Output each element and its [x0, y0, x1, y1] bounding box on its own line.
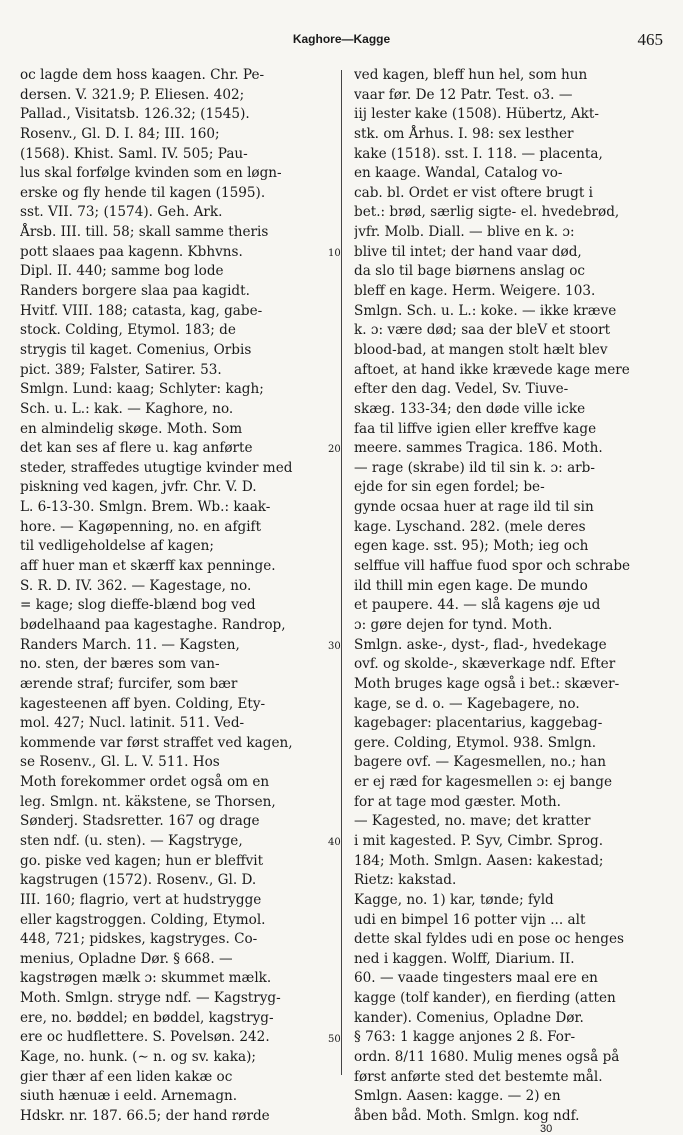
text-line: kagebager: placentarius, kaggebag- [354, 715, 603, 732]
text-line: — rage (skrabe) ild til sin k. ɔ: arb- [354, 459, 595, 476]
text-line: kage. Lyschand. 282. (mele deres [354, 518, 586, 535]
text-line: Randers borgere slaa paa kagidt. [20, 283, 250, 300]
text-line: Moth bruges kage også i bet.: skæver- [354, 675, 620, 692]
text-line: Kage, no. hunk. (∼ n. og sv. kaka); [20, 1049, 257, 1066]
text-line: stock. Colding, Etymol. 183; de [20, 322, 236, 339]
text-line: ovf. og skolde-, skæverkage ndf. Efter [354, 656, 616, 673]
text-line: pict. 389; Falster, Satirer. 53. [20, 361, 222, 378]
text-line: hore. — Kagøpenning, no. en afgift [20, 518, 262, 535]
text-line: Sch. u. L.: kak. — Kaghore, no. [20, 400, 234, 417]
text-line: egen kage. sst. 95); Moth; ieg och [354, 538, 589, 555]
text-line: S. R. D. IV. 362. — Kagestage, no. [20, 577, 252, 594]
text-line: gere. Colding, Etymol. 938. Smlgn. [354, 734, 597, 751]
line-number: 30 [328, 640, 341, 652]
text-line: 448, 721; pidskes, kagstryges. Co- [20, 931, 258, 948]
text-line: ild thill min egen kage. De mundo [354, 577, 588, 594]
text-line: Smlgn. aske-, dyst-, flad-, hvedekage [354, 636, 607, 653]
text-line: efter den dag. Vedel, Sv. Tiuve- [354, 381, 569, 398]
line-number: 10 [328, 247, 341, 259]
text-line: aff huer man et skærff kax penninge. [20, 558, 276, 575]
text-line: først anførte sted det bestemte mål. [354, 1068, 603, 1085]
text-line: pott slaaes paa kagenn. Kbhvns. [20, 243, 243, 260]
text-line: kagstrugen (1572). Rosenv., Gl. D. [20, 872, 257, 889]
text-line: ɔ: gøre dejen for tynd. Moth. [354, 616, 553, 633]
text-line: en kaage. Wandal, Catalog vo- [354, 165, 563, 182]
text-line: Sønderj. Stadsretter. 167 og drage [20, 813, 260, 830]
text-line: det kan ses af flere u. kag anførte [20, 440, 253, 457]
text-line: kage, se d. o. — Kagebagere, no. [354, 695, 580, 712]
right-column [354, 66, 669, 1127]
text-line: kake (1518). sst. I. 118. — placenta, [354, 145, 603, 162]
text-line: se Rosenv., Gl. L. V. 511. Hos [20, 754, 220, 771]
text-line: aftoet, at hand ikke krævede kage mere [354, 361, 630, 378]
text-line: dette skal fyldes udi en pose oc henges [354, 931, 624, 948]
text-line: mol. 427; Nucl. latinit. 511. Ved- [20, 715, 245, 732]
text-line: bødelhaand paa kagestaghe. Randrop, [20, 616, 286, 633]
text-line: skæg. 133-34; den døde ville icke [354, 400, 586, 417]
line-number: 50 [328, 1033, 341, 1045]
text-line: ejde for sin egen fordel; be- [354, 479, 545, 496]
text-line: til vedligeholdelse af kagen; [20, 538, 214, 555]
text-line: Hdskr. nr. 187. 66.5; der hand rørde [20, 1107, 270, 1124]
text-line: kommende var først straffet ved kagen, [20, 734, 293, 751]
text-line: sst. VII. 73; (1574). Geh. Ark. [20, 204, 223, 221]
text-line: erske og fly hende til kagen (1595). [20, 184, 266, 201]
text-line: strygis til kaget. Comenius, Orbis [20, 341, 252, 358]
text-line: da slo til bage biørnens anslag oc [354, 263, 586, 280]
text-line: — Kagested, no. mave; det kratter [354, 813, 591, 830]
text-line: kagstrøgen mælk ɔ: skummet mælk. [20, 970, 272, 987]
text-line: udi en bimpel 16 potter vijn ... alt [354, 911, 586, 928]
text-line: ned i kaggen. Wolff, Diarium. II. [354, 950, 575, 967]
text-line: for at tage mod gæster. Moth. [354, 793, 561, 810]
text-line: k. ɔ: være død; saa der bleV et stoort [354, 322, 611, 339]
text-line: selffue vill haffue fuod spor och schrabe [354, 558, 631, 575]
text-line: go. piske ved kagen; hun er bleffvit [20, 852, 264, 869]
text-line: Pallad., Visitatsb. 126.32; (1545). [20, 106, 250, 123]
text-line: kander). Comenius, Opladne Dør. [354, 1009, 584, 1026]
text-line: 60. — vaade tingesters maal ere en [354, 970, 598, 987]
text-line: bet.: brød, særlig sigte- el. hvedebrød, [354, 204, 620, 221]
text-line: ere oc hudflettere. S. Povelsøn. 242. [20, 1029, 270, 1046]
text-line: i mit kagested. P. Syv, Cimbr. Sprog. [354, 832, 604, 849]
text-line: lus skal forfølge kvinden som en løgn- [20, 165, 282, 182]
text-line: åben båd. Moth. Smlgn. kog ndf. [354, 1107, 580, 1124]
text-line: menius, Opladne Dør. § 668. — [20, 950, 233, 967]
text-line: (1568). Khist. Saml. IV. 505; Pau- [20, 145, 248, 162]
text-line: Rosenv., Gl. D. I. 84; III. 160; [20, 125, 220, 142]
text-line: siuth hænuæ i eeld. Arnemagn. [20, 1088, 238, 1105]
left-column [20, 66, 329, 1127]
text-line: sten ndf. (u. sten). — Kagstryge, [20, 832, 243, 849]
text-line: III. 160; flagrio, vert at hudstrygge [20, 891, 262, 908]
text-line: bagere ovf. — Kagesmellen, no.; han [354, 754, 606, 771]
text-line: ved kagen, bleff hun hel, som hun [354, 67, 588, 83]
text-line: piskning ved kagen, jvfr. Chr. V. D. [20, 479, 257, 496]
text-line: = kage; slog dieffe-blænd bog ved [20, 597, 256, 614]
text-line: er ej ræd for kagesmellen ɔ: ej bange [354, 774, 612, 791]
text-line: bleff en kage. Herm. Weigere. 103. [354, 283, 596, 300]
text-line: Moth. Smlgn. stryge ndf. — Kagstryg- [20, 990, 281, 1007]
text-line: ere, no. bøddel; en bøddel, kagstryg- [20, 1009, 274, 1026]
text-line: kagge (tolf kander), en fierding (atten [354, 990, 616, 1007]
page-header [0, 30, 683, 54]
text-line: § 763: 1 kagge anjones 2 ß. For- [354, 1029, 576, 1046]
text-line: Dipl. II. 440; samme bog lode [20, 263, 224, 280]
text-line: Smlgn. Aasen: kagge. — 2) en [354, 1088, 561, 1105]
text-line: faa til liffve igien eller kreffve kage [354, 420, 597, 437]
column-divider [341, 70, 342, 1075]
text-line: dersen. V. 321.9; P. Eliesen. 402; [20, 86, 245, 103]
running-head: Kaghore—Kagge [292, 32, 391, 46]
text-line: Moth forekommer ordet også om en [20, 774, 270, 791]
text-line: Smlgn. Lund: kaag; Schlyter: kagh; [20, 381, 264, 398]
text-line: gier thær af een liden kakæ oc [20, 1068, 233, 1085]
text-line: cab. bl. Ordet er vist oftere brugt i [354, 184, 593, 201]
text-line: Kagge, no. 1) kar, tønde; fyld [354, 891, 554, 908]
text-line: leg. Smlgn. nt. käkstene, se Thorsen, [20, 793, 276, 810]
text-line: oc lagde dem hoss kaagen. Chr. Pe- [20, 67, 265, 83]
text-line: jvfr. Molb. Diall. — blive en k. ɔ: [354, 224, 575, 241]
text-line: gynde ocsaa huer at rage ild til sin [354, 499, 594, 516]
text-line: stk. om Århus. I. 98: sex lesther [354, 125, 574, 142]
text-line: L. 6-13-30. Smlgn. Brem. Wb.: kaak- [20, 499, 271, 516]
text-line: Rietz: kakstad. [354, 872, 457, 889]
text-line: eller kagstroggen. Colding, Etymol. [20, 911, 266, 928]
text-line: 184; Moth. Smlgn. Aasen: kakestad; [354, 852, 604, 869]
text-line: Randers March. 11. — Kagsten, [20, 636, 240, 653]
text-line: Hvitf. VIII. 188; catasta, kag, gabe- [20, 302, 263, 319]
text-line: en almindelig skøge. Moth. Som [20, 420, 243, 437]
text-line: iij lester kake (1508). Hübertz, Akt- [354, 106, 599, 123]
text-line: Smlgn. Sch. u. L.: koke. — ikke kræve [354, 302, 617, 319]
line-number: 20 [328, 444, 341, 456]
text-line: blood-bad, at mangen stolt hælt blev [354, 341, 608, 358]
text-line: steder, straffedes utugtige kvinder med [20, 459, 293, 476]
text-line: ærende straf; furcifer, som bær [20, 675, 238, 692]
text-line: no. sten, der bæres som van- [20, 656, 220, 673]
text-line: ordn. 8/11 1680. Mulig menes også på [354, 1049, 620, 1066]
text-line: blive til intet; der hand vaar død, [354, 243, 582, 260]
text-line: kagesteenen aff byen. Colding, Ety- [20, 695, 266, 712]
text-line: meere. sammes Tragica. 186. Moth. [354, 440, 603, 457]
page-number: 465 [637, 30, 663, 49]
text-line: vaar før. De 12 Patr. Test. o3. — [354, 86, 573, 103]
line-number: 40 [328, 837, 341, 849]
text-line: et paupere. 44. — slå kagens øje ud [354, 597, 601, 614]
signature-mark: 30 [540, 1123, 553, 1135]
text-line: Årsb. III. till. 58; skall samme theris [20, 224, 269, 241]
